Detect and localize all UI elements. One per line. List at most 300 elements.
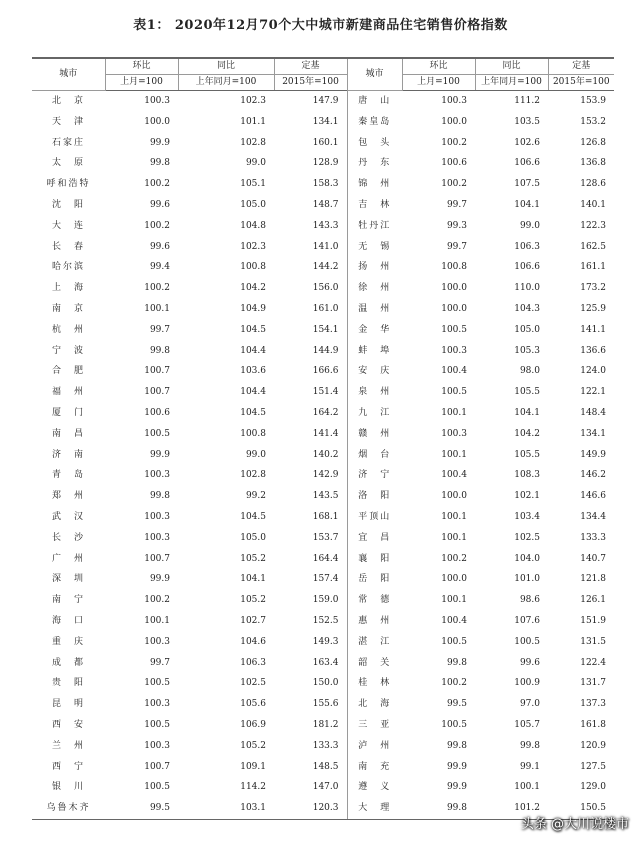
- cell-yoy-left: 104.5: [240, 324, 266, 335]
- table-row: [32, 133, 614, 154]
- cell-mom-left: 100.3: [144, 96, 170, 106]
- cell-mom-left: 100.6: [144, 407, 170, 418]
- cell-mom-left: 100.3: [144, 740, 170, 751]
- table-row: [32, 174, 614, 195]
- table-body: [32, 91, 614, 820]
- cell-base-right: 148.4: [580, 407, 606, 418]
- cell-base-right: 153.9: [580, 96, 606, 106]
- cell-mom-right: 100.5: [441, 636, 467, 647]
- cell-yoy-right: 99.6: [519, 657, 540, 668]
- subheader-yoy-left: 上年同月=100: [178, 75, 274, 91]
- cell-mom-left: 100.5: [144, 428, 170, 439]
- cell-mom-right: 99.8: [446, 740, 467, 751]
- cell-city-left: 济 南: [51, 449, 85, 460]
- cell-city-right: 大 理: [347, 798, 402, 819]
- cell-yoy-right: 107.5: [514, 179, 540, 190]
- cell-base-left: 181.2: [274, 715, 347, 736]
- cell-mom-left: 100.1: [144, 615, 170, 626]
- cell-mom-right: 100.1: [441, 407, 467, 418]
- cell-mom-left: 100.7: [144, 387, 170, 398]
- cell-yoy-right: 97.0: [519, 699, 540, 710]
- cell-yoy-right: 107.6: [514, 615, 540, 626]
- cell-city-left: 上 海: [51, 283, 85, 294]
- cell-yoy-left: 109.1: [240, 761, 266, 772]
- cell-yoy-right: 104.2: [514, 428, 540, 439]
- cell-yoy-right: 102.5: [514, 532, 540, 543]
- cell-yoy-right: 106.6: [514, 262, 540, 273]
- table-row: [32, 777, 614, 798]
- cell-mom-right: 100.4: [441, 470, 467, 481]
- cell-mom-right: 100.1: [441, 449, 467, 460]
- cell-city-right: 泉 州: [358, 387, 392, 398]
- cell-base-right: 122.1: [580, 387, 606, 398]
- cell-yoy-left: 102.3: [240, 241, 266, 252]
- cell-city-right: 秦皇岛: [358, 116, 392, 127]
- watermark: 头条 @大川说楼市: [520, 817, 629, 832]
- cell-mom-right: 100.0: [441, 491, 467, 502]
- cell-city-left: 兰 州: [51, 740, 85, 751]
- cell-mom-left: 99.9: [149, 137, 170, 148]
- cell-base-left: 141.4: [274, 424, 347, 445]
- cell-city-left: 海 口: [51, 615, 85, 626]
- table-row: [32, 112, 614, 133]
- cell-city-right: 襄 阳: [358, 553, 392, 564]
- cell-mom-right: 99.7: [446, 241, 467, 252]
- cell-yoy-right: 105.5: [514, 449, 540, 460]
- cell-mom-right: 100.5: [441, 324, 467, 335]
- cell-base-left: 143.3: [274, 216, 347, 237]
- cell-city-left: 郑 州: [51, 491, 85, 502]
- cell-city-right: 蚌 埠: [358, 345, 392, 356]
- header-yoy-right: 同比: [475, 58, 548, 75]
- cell-mom-right: 99.9: [446, 782, 467, 793]
- cell-base-right: 122.3: [580, 220, 606, 231]
- cell-mom-right: 100.5: [441, 387, 467, 398]
- table-row: [32, 507, 614, 528]
- cell-mom-left: 100.5: [144, 678, 170, 689]
- header-base-right: 定基: [548, 58, 614, 75]
- cell-yoy-right: 104.1: [514, 407, 540, 418]
- cell-yoy-left: 100.8: [240, 428, 266, 439]
- cell-mom-left: 99.8: [149, 491, 170, 502]
- cell-yoy-left: 102.7: [240, 615, 266, 626]
- cell-base-left: 142.9: [274, 465, 347, 486]
- cell-yoy-right: 105.0: [514, 324, 540, 335]
- subheader-base-right: 2015年=100: [548, 75, 614, 91]
- subheader-mom-left: 上月=100: [105, 75, 178, 91]
- cell-mom-left: 100.2: [144, 283, 170, 294]
- cell-base-right: 134.4: [580, 511, 606, 522]
- cell-mom-left: 100.3: [144, 532, 170, 543]
- cell-base-left: 147.0: [274, 777, 347, 798]
- table-row: [32, 403, 614, 424]
- cell-city-left: 厦 门: [51, 407, 85, 418]
- cell-mom-left: 100.3: [144, 470, 170, 481]
- cell-mom-right: 100.0: [441, 283, 467, 294]
- cell-base-left: 166.6: [274, 361, 347, 382]
- cell-base-left: 163.4: [274, 653, 347, 674]
- cell-base-left: 144.9: [274, 341, 347, 362]
- cell-base-left: 152.5: [274, 611, 347, 632]
- cell-city-right: 烟 台: [358, 449, 392, 460]
- cell-city-left: 乌鲁木齐: [32, 798, 105, 819]
- cell-city-left: 长 沙: [51, 532, 85, 543]
- cell-yoy-right: 106.3: [514, 241, 540, 252]
- cell-yoy-right: 98.6: [519, 595, 540, 606]
- cell-base-left: 155.6: [274, 694, 347, 715]
- table-row: [32, 341, 614, 362]
- cell-city-left: 呼和浩特: [46, 179, 91, 190]
- cell-city-left: 银 川: [51, 782, 85, 793]
- cell-mom-right: 99.5: [446, 699, 467, 710]
- cell-city-right: 徐 州: [358, 283, 392, 294]
- table-row: [32, 445, 614, 466]
- cell-city-left: 贵 阳: [51, 678, 85, 689]
- cell-city-right: 泸 州: [358, 740, 392, 751]
- cell-yoy-left: 105.2: [240, 740, 266, 751]
- cell-city-right: 九 江: [358, 407, 392, 418]
- cell-mom-right: 100.0: [441, 574, 467, 585]
- cell-yoy-left: 104.1: [240, 574, 266, 585]
- cell-yoy-left: 105.0: [240, 532, 266, 543]
- cell-mom-left: 100.0: [144, 116, 170, 127]
- cell-yoy-right: 104.3: [514, 303, 540, 314]
- cell-base-right: 126.8: [580, 137, 606, 148]
- cell-mom-left: 100.7: [144, 761, 170, 772]
- cell-mom-left: 99.8: [149, 345, 170, 356]
- cell-city-left: 重 庆: [51, 636, 85, 647]
- cell-base-left: 147.9: [274, 91, 347, 112]
- cell-yoy-right: 105.5: [514, 387, 540, 398]
- cell-city-left: 福 州: [51, 387, 85, 398]
- table-row: [32, 653, 614, 674]
- cell-mom-left: 100.5: [144, 782, 170, 793]
- cell-mom-right: 100.1: [441, 595, 467, 606]
- cell-mom-right: 99.7: [446, 199, 467, 210]
- cell-base-right: 125.9: [580, 303, 606, 314]
- cell-mom-right: 100.0: [441, 116, 467, 127]
- table-row: [32, 736, 614, 757]
- cell-yoy-left: 99.0: [245, 449, 266, 460]
- cell-base-left: 120.3: [274, 798, 347, 819]
- cell-city-right: 唐 山: [358, 96, 392, 106]
- table-row: [32, 195, 614, 216]
- cell-base-left: 161.0: [274, 299, 347, 320]
- cell-mom-left: 100.3: [144, 699, 170, 710]
- cell-yoy-left: 106.9: [240, 719, 266, 730]
- cell-base-right: 129.0: [580, 782, 606, 793]
- cell-city-left: 成 都: [51, 657, 85, 668]
- cell-city-right: 桂 林: [358, 678, 392, 689]
- cell-base-right: 136.8: [580, 158, 606, 169]
- cell-city-left: 南 昌: [51, 428, 85, 439]
- cell-city-left: 武 汉: [51, 511, 85, 522]
- cell-yoy-left: 102.8: [240, 137, 266, 148]
- cell-base-left: 164.4: [274, 549, 347, 570]
- cell-mom-left: 99.6: [149, 199, 170, 210]
- cell-yoy-right: 98.0: [519, 366, 540, 377]
- cell-city-left: 宁 波: [51, 345, 85, 356]
- header-base-left: 定基: [274, 58, 347, 75]
- cell-base-right: 121.8: [580, 574, 606, 585]
- cell-city-right: 韶 关: [358, 657, 392, 668]
- cell-base-right: 141.1: [580, 324, 606, 335]
- cell-city-right: 赣 州: [358, 428, 392, 439]
- table-row: [32, 91, 614, 112]
- cell-mom-left: 100.2: [144, 595, 170, 606]
- cell-yoy-right: 103.4: [514, 511, 540, 522]
- cell-yoy-right: 99.0: [519, 220, 540, 231]
- cell-city-right: 三 亚: [358, 719, 392, 730]
- cell-city-left: 西 安: [51, 719, 85, 730]
- table-row: [32, 320, 614, 341]
- cell-base-right: 128.6: [580, 179, 606, 190]
- cell-yoy-left: 104.4: [240, 387, 266, 398]
- table-row: [32, 549, 614, 570]
- header-yoy-left: 同比: [178, 58, 274, 75]
- cell-base-left: 153.7: [274, 528, 347, 549]
- cell-base-left: 140.2: [274, 445, 347, 466]
- cell-mom-right: 100.3: [441, 96, 467, 106]
- cell-base-right: 127.5: [580, 761, 606, 772]
- cell-yoy-left: 104.5: [240, 511, 266, 522]
- cell-city-right: 湛 江: [358, 636, 392, 647]
- cell-yoy-left: 103.1: [178, 798, 274, 819]
- cell-city-left: 大 连: [51, 220, 85, 231]
- cell-city-left: 石家庄: [51, 137, 85, 148]
- table-row: [32, 569, 614, 590]
- cell-yoy-left: 105.6: [240, 699, 266, 710]
- cell-base-right: 140.7: [580, 553, 606, 564]
- cell-yoy-left: 102.3: [240, 96, 266, 106]
- table-row: [32, 257, 614, 278]
- table-row: [32, 237, 614, 258]
- cell-city-left: 昆 明: [51, 699, 85, 710]
- cell-mom-left: 99.8: [149, 158, 170, 169]
- subheader-mom-right: 上月=100: [402, 75, 475, 91]
- cell-city-left: 长 春: [51, 241, 85, 252]
- cell-city-left: 青 岛: [51, 470, 85, 481]
- cell-base-right: 126.1: [580, 595, 606, 606]
- cell-mom-left: 100.2: [144, 179, 170, 190]
- subheader-base-left: 2015年=100: [274, 75, 347, 91]
- cell-yoy-right: 99.8: [519, 740, 540, 751]
- cell-mom-left: 100.3: [144, 511, 170, 522]
- cell-base-right: 124.0: [580, 366, 606, 377]
- cell-base-right: 146.2: [580, 470, 606, 481]
- cell-base-right: 161.8: [580, 719, 606, 730]
- cell-mom-left: 100.7: [144, 366, 170, 377]
- table-row: [32, 611, 614, 632]
- cell-city-left: 哈尔滨: [51, 262, 85, 273]
- cell-yoy-left: 102.8: [240, 470, 266, 481]
- cell-mom-left: 100.1: [144, 303, 170, 314]
- cell-mom-right: 99.3: [446, 220, 467, 231]
- table-row: [32, 715, 614, 736]
- header-city-left: 城市: [32, 58, 105, 91]
- cell-yoy-right: 100.9: [514, 678, 540, 689]
- cell-city-left: 太 原: [51, 158, 85, 169]
- table-row: [32, 673, 614, 694]
- cell-yoy-right: 111.2: [514, 96, 540, 106]
- cell-base-right: 133.3: [580, 532, 606, 543]
- cell-yoy-right: 106.6: [514, 158, 540, 169]
- cell-base-left: 128.9: [274, 153, 347, 174]
- cell-base-left: 150.0: [274, 673, 347, 694]
- cell-yoy-left: 104.2: [240, 283, 266, 294]
- cell-city-right: 温 州: [358, 303, 392, 314]
- subheader-yoy-right: 上年同月=100: [475, 75, 548, 91]
- cell-yoy-right: 110.0: [514, 283, 540, 294]
- cell-base-right: 149.9: [580, 449, 606, 460]
- cell-base-left: 144.2: [274, 257, 347, 278]
- table-row: [32, 694, 614, 715]
- cell-yoy-left: 104.5: [240, 407, 266, 418]
- cell-mom-right: 100.5: [441, 719, 467, 730]
- cell-city-right: 宜 昌: [358, 532, 392, 543]
- cell-yoy-right: 102.1: [514, 491, 540, 502]
- table-row: [32, 528, 614, 549]
- cell-base-right: 173.2: [580, 283, 606, 294]
- header-city-right: 城市: [347, 58, 402, 91]
- cell-base-left: 157.4: [274, 569, 347, 590]
- cell-city-right: 岳 阳: [358, 574, 392, 585]
- cell-yoy-right: 103.5: [514, 116, 540, 127]
- cell-city-right: 金 华: [358, 324, 392, 335]
- cell-base-right: 140.1: [580, 199, 606, 210]
- cell-base-left: 158.3: [274, 174, 347, 195]
- cell-yoy-right: 102.6: [514, 137, 540, 148]
- table-row: [32, 299, 614, 320]
- cell-yoy-left: 99.0: [245, 158, 266, 169]
- cell-mom-right: 100.2: [441, 179, 467, 190]
- cell-city-left: 天 津: [51, 116, 85, 127]
- cell-yoy-left: 104.6: [240, 636, 266, 647]
- cell-yoy-right: 105.7: [514, 719, 540, 730]
- cell-base-right: 136.6: [580, 345, 606, 356]
- cell-yoy-left: 104.9: [240, 303, 266, 314]
- cell-city-left: 南 宁: [51, 595, 85, 606]
- cell-yoy-left: 106.3: [240, 657, 266, 668]
- cell-city-right: 吉 林: [358, 199, 392, 210]
- cell-base-right: 122.4: [580, 657, 606, 668]
- cell-city-right: 洛 阳: [358, 491, 392, 502]
- cell-mom-right: 99.8: [446, 657, 467, 668]
- cell-base-left: 154.1: [274, 320, 347, 341]
- cell-mom-right: 100.3: [441, 345, 467, 356]
- cell-mom-left: 99.7: [149, 324, 170, 335]
- cell-mom-right: 100.4: [441, 366, 467, 377]
- cell-base-right: 150.5: [548, 798, 614, 819]
- cell-mom-left: 99.6: [149, 241, 170, 252]
- cell-base-left: 133.3: [274, 736, 347, 757]
- cell-yoy-left: 101.1: [240, 116, 266, 127]
- cell-city-left: 沈 阳: [51, 199, 85, 210]
- cell-yoy-right: 100.1: [514, 782, 540, 793]
- cell-yoy-left: 105.1: [240, 179, 266, 190]
- header-mom-right: 环比: [402, 58, 475, 75]
- cell-base-left: 134.1: [274, 112, 347, 133]
- cell-yoy-left: 105.2: [240, 553, 266, 564]
- cell-base-left: 168.1: [274, 507, 347, 528]
- cell-base-left: 149.3: [274, 632, 347, 653]
- header-mom-left: 环比: [105, 58, 178, 75]
- cell-city-right: 锦 州: [358, 179, 392, 190]
- cell-mom-right: 100.4: [441, 615, 467, 626]
- cell-mom-left: 99.7: [149, 657, 170, 668]
- cell-yoy-left: 99.2: [245, 491, 266, 502]
- cell-city-right: 安 庆: [358, 366, 392, 377]
- cell-yoy-left: 100.8: [240, 262, 266, 273]
- table-row: [32, 757, 614, 778]
- cell-mom-right: 100.8: [441, 262, 467, 273]
- cell-yoy-right: 101.0: [514, 574, 540, 585]
- cell-mom-left: 99.9: [149, 574, 170, 585]
- cell-yoy-left: 104.8: [240, 220, 266, 231]
- cell-base-right: 153.2: [580, 116, 606, 127]
- cell-city-left: 深 圳: [51, 574, 85, 585]
- cell-base-right: 131.7: [580, 678, 606, 689]
- cell-mom-right: 100.3: [441, 428, 467, 439]
- cell-base-right: 134.1: [580, 428, 606, 439]
- cell-city-left: 广 州: [51, 553, 85, 564]
- cell-yoy-left: 104.4: [240, 345, 266, 356]
- cell-yoy-left: 103.6: [240, 366, 266, 377]
- table-row: [32, 632, 614, 653]
- cell-mom-left: 100.5: [144, 719, 170, 730]
- cell-yoy-left: 105.0: [240, 199, 266, 210]
- cell-city-left: 西 宁: [51, 761, 85, 772]
- cell-yoy-left: 102.5: [240, 678, 266, 689]
- cell-base-right: 161.1: [580, 262, 606, 273]
- cell-city-right: 丹 东: [358, 158, 392, 169]
- cell-base-left: 156.0: [274, 278, 347, 299]
- cell-yoy-left: 105.2: [240, 595, 266, 606]
- cell-base-right: 120.9: [580, 740, 606, 751]
- cell-mom-right: 100.2: [441, 553, 467, 564]
- cell-city-right: 惠 州: [358, 615, 392, 626]
- cell-yoy-right: 104.0: [514, 553, 540, 564]
- cell-city-left: 合 肥: [51, 366, 85, 377]
- cell-city-right: 无 锡: [358, 241, 392, 252]
- cell-base-right: 162.5: [580, 241, 606, 252]
- cell-base-right: 137.3: [580, 699, 606, 710]
- table-row: [32, 382, 614, 403]
- cell-city-right: 遵 义: [358, 782, 392, 793]
- cell-mom-left: 99.9: [149, 449, 170, 460]
- cell-yoy-right: 104.1: [514, 199, 540, 210]
- table-title: 表1： 2020年12月70个大中城市新建商品住宅销售价格指数: [133, 18, 508, 33]
- cell-base-right: 146.6: [580, 491, 606, 502]
- cell-yoy-right: 99.1: [519, 761, 540, 772]
- cell-mom-left: 100.7: [144, 553, 170, 564]
- cell-yoy-right: 100.5: [514, 636, 540, 647]
- cell-base-left: 143.5: [274, 486, 347, 507]
- cell-yoy-left: 114.2: [240, 782, 266, 793]
- cell-city-right: 北 海: [358, 699, 392, 710]
- cell-city-right: 牡丹江: [358, 220, 392, 231]
- cell-city-right: 扬 州: [358, 262, 392, 273]
- cell-mom-left: 99.4: [149, 262, 170, 273]
- table-row: [32, 486, 614, 507]
- table-row: [32, 590, 614, 611]
- cell-yoy-right: 105.3: [514, 345, 540, 356]
- cell-base-right: 131.5: [580, 636, 606, 647]
- cell-base-left: 160.1: [274, 133, 347, 154]
- table-row: [32, 424, 614, 445]
- cell-mom-left: 100.2: [144, 220, 170, 231]
- cell-base-left: 151.4: [274, 382, 347, 403]
